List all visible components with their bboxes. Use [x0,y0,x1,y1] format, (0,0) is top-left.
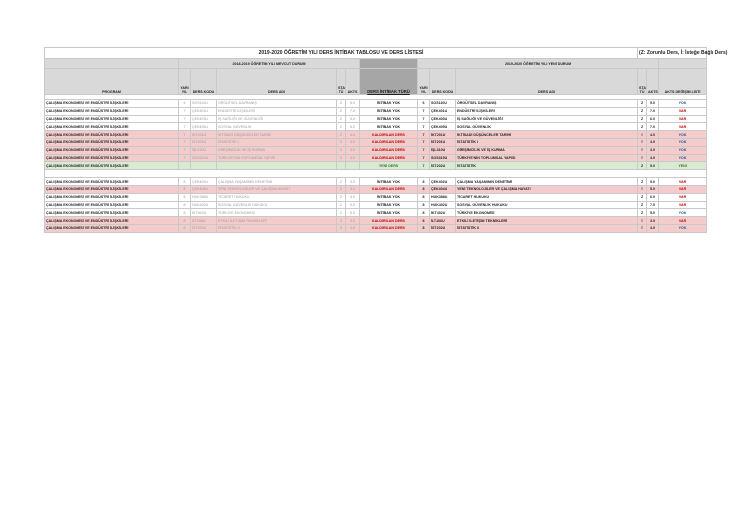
table-row [45,107,707,115]
new-name-cell: ENDÜSTRİ İLİŞKİLERİ [456,107,638,115]
akts-change-cell: YOK [659,224,707,232]
new-statu-cell: Z [638,178,647,186]
old-code-cell: HUK402U [191,201,217,209]
new-statu-cell: Z [638,107,647,115]
legend-note: (Z: Zorunlu Ders, İ: İsteğe Bağlı Ders) [638,48,707,59]
new-name-cell: TİCARET HUKUKU [456,193,638,201]
old-name-cell: TİCARET HUKUKU [217,193,337,201]
new-yariyil-cell: 7 [418,138,430,146]
old-akts-cell: 3.0 [346,146,360,154]
old-name-cell: SOSYAL GÜVENLİK [217,123,337,131]
program-cell: ÇALIŞMA EKONOMİSİ VE ENDÜSTRİ İLİŞKİLERİ [45,217,179,225]
old-akts-cell [346,162,360,170]
program-cell: ÇALIŞMA EKONOMİSİ VE ENDÜSTRİ İLİŞKİLERİ [45,138,179,146]
header-ders-kodu-new: DERS KODU [430,69,456,95]
old-yariyil-cell: 8 [179,193,191,201]
new-code-cell: İKT402U [430,209,456,217]
new-yariyil-cell: 7 [418,115,430,123]
akts-change-cell: YENİ [659,162,707,170]
new-statu-cell: Z [638,123,647,131]
intibak-status-cell: KALDIRILAN DERS [360,138,418,146]
akts-change-cell: YOK [659,146,707,154]
old-statu-cell [337,162,346,170]
old-akts-cell: 4.0 [346,131,360,139]
new-code-cell: İST202U [430,224,456,232]
old-yariyil-cell: 6 [179,100,191,108]
old-statu-cell: Z [337,224,346,232]
table-row [45,154,707,162]
new-statu-cell: İ [638,217,647,225]
old-code-cell: HUK388U [191,193,217,201]
old-code-cell: ÇEK401U [191,107,217,115]
program-cell: ÇALIŞMA EKONOMİSİ VE ENDÜSTRİ İLİŞKİLERİ [45,107,179,115]
old-name-cell: ETKİLİ İLETİŞİM TEKNİKLERİ [217,217,337,225]
akts-change-cell: VAR [659,217,707,225]
program-cell: ÇALIŞMA EKONOMİSİ VE ENDÜSTRİ İLİŞKİLERİ [45,224,179,232]
old-yariyil-cell: 7 [179,107,191,115]
old-code-cell: İLT106U [191,217,217,225]
new-yariyil-cell: 8 [418,193,430,201]
program-cell: ÇALIŞMA EKONOMİSİ VE ENDÜSTRİ İLİŞKİLERİ [45,154,179,162]
program-cell: ÇALIŞMA EKONOMİSİ VE ENDÜSTRİ İLİŞKİLERİ [45,146,179,154]
new-name-cell: ETKİLİ İLETİŞİM TEKNİKLERİ [456,217,638,225]
gap-cell [45,170,707,178]
intibak-sheet [44,47,728,233]
akts-change-cell: VAR [659,201,707,209]
old-statu-cell: Z [337,154,346,162]
new-code-cell: ÇEK402U [430,178,456,186]
new-yariyil-cell: 8 [418,201,430,209]
new-name-cell: TÜRKİYE'NİN TOPLUMSAL YAPISI [456,154,638,162]
old-code-cell: ÇEK404U [191,185,217,193]
new-yariyil-cell: 7 [418,162,430,170]
new-statu-cell: İ [638,138,647,146]
old-name-cell: İSTATİSTİK I [217,138,337,146]
new-akts-cell: 5.0 [647,185,659,193]
new-section-title: 2019-2020 ÖĞRETİM YILI YENİ DURUM [418,59,659,69]
program-cell: ÇALIŞMA EKONOMİSİ VE ENDÜSTRİ İLİŞKİLERİ [45,131,179,139]
akts-change-cell: VAR [659,115,707,123]
old-yariyil-cell: 7 [179,123,191,131]
new-code-cell: SOS319U [430,154,456,162]
old-code-cell: SOS319U [191,154,217,162]
old-akts-cell: 3.0 [346,185,360,193]
old-yariyil-cell: 7 [179,115,191,123]
old-akts-cell: 4.0 [346,154,360,162]
old-code-cell [191,162,217,170]
old-statu-cell: Z [337,209,346,217]
program-cell: ÇALIŞMA EKONOMİSİ VE ENDÜSTRİ İLİŞKİLERİ [45,100,179,108]
program-cell: ÇALIŞMA EKONOMİSİ VE ENDÜSTRİ İLİŞKİLERİ [45,193,179,201]
old-name-cell: GİRİŞİMCİLİK VE İŞ KURMA [217,146,337,154]
new-statu-cell: Z [638,162,647,170]
old-akts-cell: 7.0 [346,107,360,115]
intibak-status-cell: KALDIRILAN DERS [360,217,418,225]
header-yariyil-new: YARI YIL [418,69,430,95]
intibak-status-cell: İNTİBAK YOK [360,201,418,209]
old-name-cell: ÖRGÜTSEL DAVRANIŞ [217,100,337,108]
new-name-cell: YENİ TEKNOLOJİLER VE ÇALIŞMA HAYATI [456,185,638,193]
table-row [45,131,707,139]
new-akts-cell: 6.0 [647,193,659,201]
old-statu-cell: Z [337,100,346,108]
akts-change-cell: YOK [659,138,707,146]
new-code-cell: ÇEK403U [430,115,456,123]
akts-change-cell: VAR [659,193,707,201]
new-statu-cell: Z [638,201,647,209]
new-code-cell: İKT201U [430,131,456,139]
new-name-cell: ÇALIŞMA YAŞAMININ DENETİMİ [456,178,638,186]
old-statu-cell: Z [337,178,346,186]
new-akts-cell: 5.0 [647,178,659,186]
program-cell: ÇALIŞMA EKONOMİSİ VE ENDÜSTRİ İLİŞKİLERİ [45,123,179,131]
old-statu-cell: Z [337,123,346,131]
header-ders-kodu: DERS KODU [191,69,217,95]
new-yariyil-cell: 7 [418,107,430,115]
new-name-cell: İSTATİSTİK [456,162,638,170]
old-statu-cell: Z [337,185,346,193]
old-statu-cell: Z [337,193,346,201]
old-yariyil-cell: 8 [179,224,191,232]
old-yariyil-cell: 8 [179,185,191,193]
new-statu-cell: İ [638,185,647,193]
new-akts-cell: 7.0 [647,123,659,131]
header-yariyil: YARI YIL [179,69,191,95]
page-title: 2019-2020 ÖĞRETİM YILI DERS İNTİBAK TABLOSU VE DERS LİSTESİ [45,48,638,59]
table-row [45,193,707,201]
old-akts-cell: 5.0 [346,209,360,217]
program-cell: ÇALIŞMA EKONOMİSİ VE ENDÜSTRİ İLİŞKİLERİ [45,162,179,170]
intibak-blank [360,59,418,69]
old-code-cell: İST201U [191,138,217,146]
old-code-cell: ÇEK405U [191,123,217,131]
old-statu-cell: Z [337,131,346,139]
akts-change-cell: YOK [659,154,707,162]
old-name-cell: ENDÜSTRİ İLİŞKİLERİ [217,107,337,115]
new-code-cell: İST202U [430,162,456,170]
old-yariyil-cell: 7 [179,146,191,154]
new-akts-cell: 7.0 [647,201,659,209]
table-row [45,100,707,108]
new-statu-cell: Z [638,209,647,217]
old-name-cell: YENİ TEKNOLOJİLER VE ÇALIŞMA HAYATI [217,185,337,193]
intibak-status-cell: İNTİBAK YOK [360,115,418,123]
old-code-cell: İŞL310U [191,146,217,154]
old-name-cell [217,162,337,170]
old-yariyil-cell [179,162,191,170]
old-akts-cell: 5.0 [346,100,360,108]
intibak-status-cell: İNTİBAK YOK [360,193,418,201]
table-row [45,185,707,193]
old-name-cell: İSTATİSTİK II [217,224,337,232]
new-akts-cell: 5.0 [647,100,659,108]
old-name-cell: İŞ SAĞLIĞI VE GÜVENLİĞİ [217,115,337,123]
old-yariyil-cell: 7 [179,131,191,139]
old-statu-cell: Z [337,138,346,146]
intibak-status-cell: YENİ DERS [360,162,418,170]
new-statu-cell: İ [638,224,647,232]
new-yariyil-cell: 6 [418,100,430,108]
new-code-cell: İLT106U [430,217,456,225]
akts-change-cell: YOK [659,131,707,139]
new-name-cell: SOSYAL GÜVENLİK HUKUKU [456,201,638,209]
header-ders-adi-new: DERS ADI [456,69,638,95]
new-code-cell: HUK402U [430,201,456,209]
new-akts-cell: 4.0 [647,131,659,139]
column-header-row [45,69,707,95]
new-name-cell: İŞ SAĞLIĞI VE GÜVENLİĞİ [456,115,638,123]
table-row [45,178,707,186]
old-code-cell: İKT201U [191,131,217,139]
new-akts-cell: 5.0 [647,162,659,170]
table-row [45,224,707,232]
new-yariyil-cell: 8 [418,217,430,225]
new-name-cell: TÜRKİYE EKONOMİSİ [456,209,638,217]
new-code-cell: İŞL310U [430,146,456,154]
new-akts-cell: 7.0 [647,107,659,115]
old-akts-cell: 4.0 [346,138,360,146]
new-code-cell: HUK388U [430,193,456,201]
new-statu-cell: Z [638,100,647,108]
new-name-cell: GİRİŞİMCİLİK VE İŞ KURMA [456,146,638,154]
new-yariyil-cell: 7 [418,154,430,162]
header-ders-adi: DERS ADI [217,69,337,95]
new-name-cell: İSTATİSTİK I [456,138,638,146]
intibak-status-cell: KALDIRILAN DERS [360,131,418,139]
program-cell: ÇALIŞMA EKONOMİSİ VE ENDÜSTRİ İLİŞKİLERİ [45,185,179,193]
old-akts-cell: 3.0 [346,217,360,225]
header-akts-new: AKTS [647,69,659,95]
old-section-title: 2018-2019 ÖĞRETİM YILI MEVCUT DURUM [179,59,360,69]
old-yariyil-cell: 8 [179,178,191,186]
old-statu-cell: Z [337,217,346,225]
header-program: PROGRAM [45,69,179,95]
new-akts-cell: 6.0 [647,115,659,123]
program-cell: ÇALIŞMA EKONOMİSİ VE ENDÜSTRİ İLİŞKİLERİ [45,209,179,217]
new-akts-cell: 3.0 [647,217,659,225]
old-statu-cell: Z [337,115,346,123]
akts-change-cell: YOK [659,100,707,108]
new-code-cell: ÇEK405U [430,123,456,131]
table-row [45,162,707,170]
old-yariyil-cell: 8 [179,201,191,209]
old-akts-cell: 4.0 [346,224,360,232]
header-akts-degisim: AKTS DEĞİŞİM LİSTİ [659,69,707,95]
header-statu-new: STA TÜ [638,69,647,95]
gap-row [45,170,707,178]
table-row [45,146,707,154]
new-akts-cell: 5.0 [647,209,659,217]
old-code-cell: ÇEK402U [191,178,217,186]
blank-cell [45,59,179,69]
intibak-status-cell: KALDIRILAN DERS [360,185,418,193]
old-name-cell: İKTİSADİ DÜŞÜNCELER TARİHİ [217,131,337,139]
new-statu-cell: İ [638,154,647,162]
new-yariyil-cell: 7 [418,146,430,154]
old-statu-cell: Z [337,107,346,115]
old-yariyil-cell: 8 [179,217,191,225]
old-akts-cell: 5.0 [346,201,360,209]
akts-change-cell: VAR [659,178,707,186]
old-statu-cell: Z [337,201,346,209]
intibak-status-cell: İNTİBAK YOK [360,107,418,115]
old-yariyil-cell: 7 [179,154,191,162]
old-akts-cell: 4.0 [346,178,360,186]
akts-change-cell: VAR [659,123,707,131]
akts-change-cell: VAR [659,185,707,193]
new-code-cell: İST201U [430,138,456,146]
new-yariyil-cell: 8 [418,209,430,217]
old-statu-cell: Z [337,146,346,154]
new-name-cell: İKTİSADİ DÜŞÜNCELER TARİHİ [456,131,638,139]
new-yariyil-cell: 7 [418,131,430,139]
new-code-cell: ÇEK404U [430,185,456,193]
new-name-cell: İSTATİSTİK II [456,224,638,232]
intibak-status-cell: İNTİBAK YOK [360,123,418,131]
old-code-cell: SOS110U [191,100,217,108]
program-cell: ÇALIŞMA EKONOMİSİ VE ENDÜSTRİ İLİŞKİLERİ [45,115,179,123]
old-code-cell: İST202U [191,224,217,232]
akts-change-cell: YOK [659,209,707,217]
old-yariyil-cell: 7 [179,138,191,146]
old-code-cell: ÇEK403U [191,115,217,123]
old-akts-cell: 5.0 [346,123,360,131]
new-statu-cell: Z [638,193,647,201]
new-yariyil-cell: 7 [418,123,430,131]
new-yariyil-cell: 8 [418,178,430,186]
intibak-status-cell: KALDIRILAN DERS [360,146,418,154]
program-cell: ÇALIŞMA EKONOMİSİ VE ENDÜSTRİ İLİŞKİLERİ [45,201,179,209]
table-row [45,201,707,209]
header-intibak: DERS İNTİBAK TÜRÜ [360,69,418,95]
intibak-status-cell: İNTİBAK YOK [360,209,418,217]
new-name-cell: ÖRGÜTSEL DAVRANIŞ [456,100,638,108]
table-row [45,115,707,123]
new-yariyil-cell: 8 [418,224,430,232]
old-akts-cell: 4.0 [346,193,360,201]
new-akts-cell: 4.0 [647,138,659,146]
intibak-status-cell: KALDIRILAN DERS [360,154,418,162]
old-name-cell: TÜRKİYE EKONOMİSİ [217,209,337,217]
table-row [45,209,707,217]
table-row [45,138,707,146]
old-name-cell: ÇALIŞMA YAŞAMININ DENETİMİ [217,178,337,186]
intibak-status-cell: KALDIRILAN DERS [360,224,418,232]
intibak-status-cell: İNTİBAK YOK [360,100,418,108]
intibak-status-cell: İNTİBAK YOK [360,178,418,186]
new-statu-cell: İ [638,146,647,154]
old-code-cell: İKT402U [191,209,217,217]
new-code-cell: SOS110U [430,100,456,108]
program-cell: ÇALIŞMA EKONOMİSİ VE ENDÜSTRİ İLİŞKİLERİ [45,178,179,186]
new-code-cell: ÇEK401U [430,107,456,115]
new-yariyil-cell: 8 [418,185,430,193]
section-header-row [45,59,707,69]
old-name-cell: TÜRKİYE'NİN TOPLUMSAL YAPISI [217,154,337,162]
new-akts-cell: 3.0 [647,146,659,154]
new-statu-cell: İ [638,131,647,139]
table-row [45,123,707,131]
new-akts-cell: 4.0 [647,224,659,232]
header-akts: AKTS [346,69,360,95]
akts-change-cell: VAR [659,107,707,115]
old-name-cell: SOSYAL GÜVENLİK HUKUKU [217,201,337,209]
old-yariyil-cell: 8 [179,209,191,217]
new-akts-cell: 4.0 [647,154,659,162]
header-statu: STA TÜ [337,69,346,95]
new-name-cell: SOSYAL GÜVENLİK [456,123,638,131]
blank-cell [659,59,707,69]
new-statu-cell: Z [638,115,647,123]
table-row [45,217,707,225]
old-akts-cell: 5.0 [346,115,360,123]
intibak-table [44,47,728,233]
title-row [45,48,707,59]
